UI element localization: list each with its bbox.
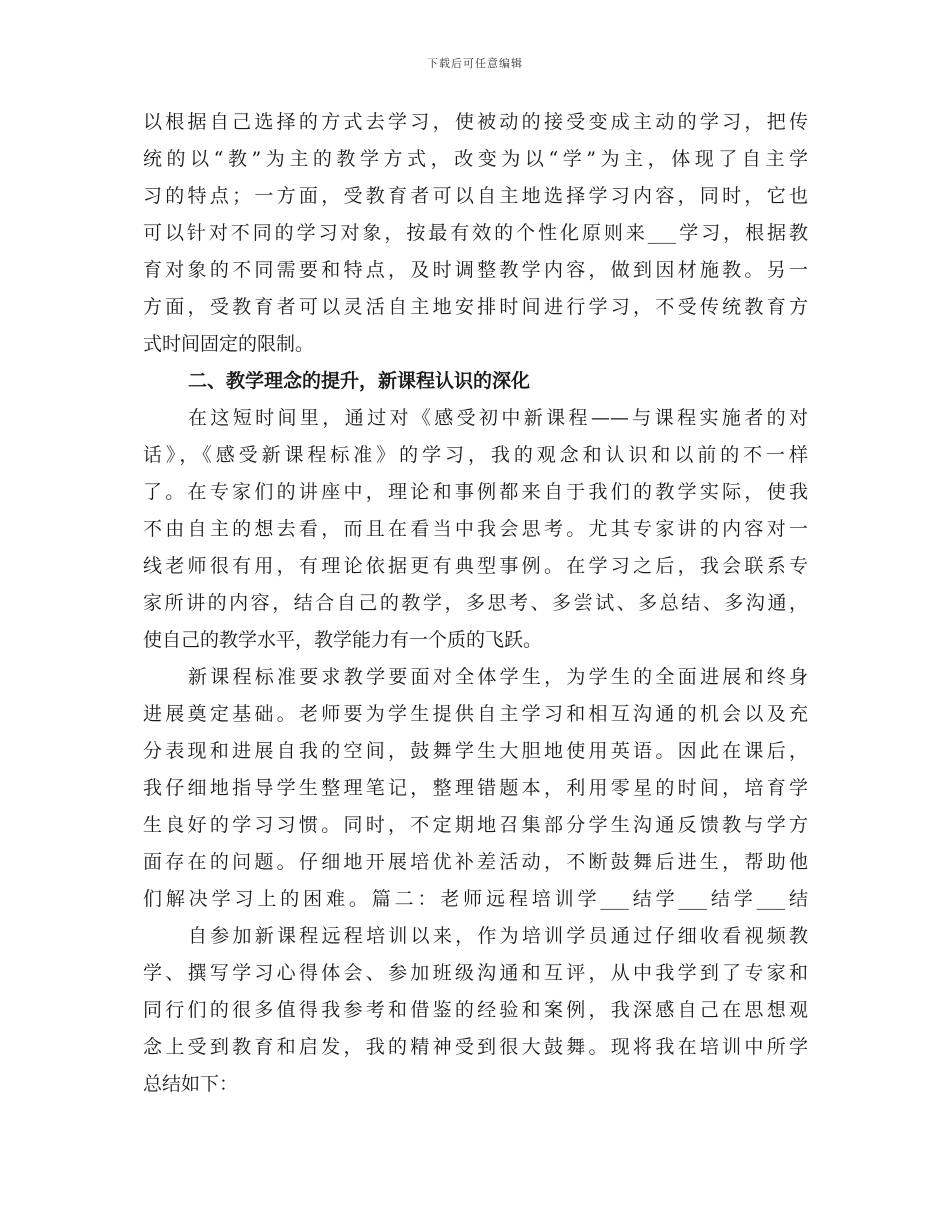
- section-heading: 二、教学理念的提升，新课程认识的深化: [188, 370, 531, 392]
- text-line: 我仔细地指导学生整理笔记，整理错题本，利用零星的时间，培育学: [143, 777, 808, 799]
- text-line: 面存在的问题。仔细地开展培优补差活动，不断鼓舞后进生，帮助他: [143, 851, 808, 873]
- text-line: 可以针对不同的学习对象，按最有效的个性化原则来___学习，根据教: [143, 222, 808, 244]
- text-line: 使自己的教学水平，教学能力有一个质的飞跃。: [143, 629, 543, 651]
- text-line: 分表现和进展自我的空间，鼓舞学生大胆地使用英语。因此在课后，: [143, 740, 808, 762]
- text-line: 育对象的不同需要和特点，及时调整教学内容，做到因材施教。另一: [143, 259, 808, 281]
- document-body: [143, 104, 808, 1103]
- page-header: 下载后可任意编辑: [427, 57, 523, 70]
- text-line: 了。在专家们的讲座中，理论和事例都来自于我们的教学实际，使我: [143, 481, 808, 503]
- text-line: 统的以“教”为主的教学方式，改变为以“学”为主，体现了自主学: [143, 148, 808, 170]
- text-line: 线老师很有用，有理论依据更有典型事例。在学习之后，我会联系专: [143, 555, 808, 577]
- text-line: 方面，受教育者可以灵活自主地安排时间进行学习，不受传统教育方: [143, 296, 808, 318]
- paragraph-first-line: 新课程标准要求教学要面对全体学生，为学生的全面进展和终身: [188, 666, 808, 688]
- text-line: 总结如下：: [143, 1073, 239, 1095]
- paragraph-first-line: 自参加新课程远程培训以来，作为培训学员通过仔细收看视频教: [188, 925, 808, 947]
- text-line: 念上受到教育和启发，我的精神受到很大鼓舞。现将我在培训中所学: [143, 1036, 808, 1058]
- text-line: 生良好的学习习惯。同时，不定期地召集部分学生沟通反馈教与学方: [143, 814, 808, 836]
- text-line: 以根据自己选择的方式去学习，使被动的接受变成主动的学习，把传: [143, 111, 808, 133]
- text-line: 式时间固定的限制。: [143, 333, 315, 355]
- text-line: 同行们的很多值得我参考和借鉴的经验和案例，我深感自己在思想观: [143, 999, 808, 1021]
- text-line: 们解决学习上的困难。篇二：老师远程培训学___结学___结学___结: [143, 888, 808, 910]
- text-line: 不由自主的想去看，而且在看当中我会思考。尤其专家讲的内容对一: [143, 518, 808, 540]
- text-line: 话》，《感受新课程标准》的学习，我的观念和认识和以前的不一样: [143, 444, 808, 466]
- text-line: 习的特点；一方面，受教育者可以自主地选择学习内容，同时，它也: [143, 185, 808, 207]
- paragraph-first-line: 在这短时间里，通过对《感受初中新课程——与课程实施者的对: [188, 407, 808, 429]
- text-line: 家所讲的内容，结合自己的教学，多思考、多尝试、多总结、多沟通，: [143, 592, 808, 614]
- text-line: 进展奠定基础。老师要为学生提供自主学习和相互沟通的机会以及充: [143, 703, 808, 725]
- text-line: 学、撰写学习心得体会、参加班级沟通和互评，从中我学到了专家和: [143, 962, 808, 984]
